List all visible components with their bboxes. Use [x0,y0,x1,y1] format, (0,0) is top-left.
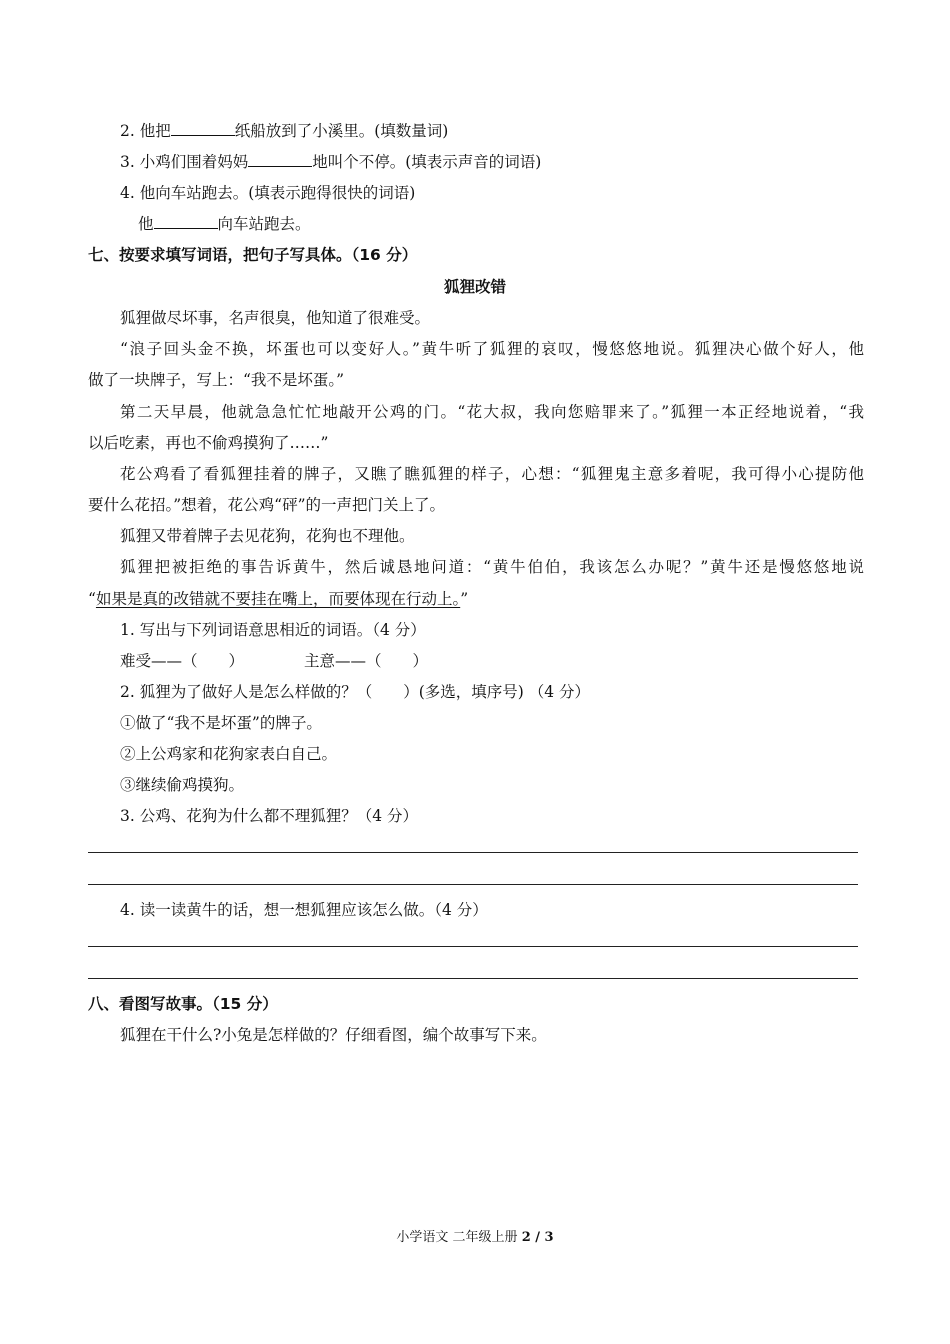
answer-line[interactable] [88,884,858,885]
answer-line[interactable] [88,978,858,979]
answer-blank[interactable] [154,214,218,229]
page-number: 2 / 3 [521,1230,554,1245]
answer-blank[interactable] [248,152,312,167]
choice-option: ①做了“我不是坏蛋”的牌子。 [120,714,322,732]
answer-blank[interactable] [171,121,235,136]
ox-quote-underlined: 如果是真的改错就不要挂在嘴上，而要体现在行动上。 [95,590,461,608]
choice-option: ②上公鸡家和花狗家表白自己。 [120,745,338,763]
passage-paragraph: 要什么花招。”想着，花公鸡“砰”的一声把门关上了。 [88,496,446,514]
s7-question-1: 1. 写出与下列词语意思相近的词语。（4 分） [120,621,426,639]
section-7-heading: 七、按要求填写词语，把句子写具体。（16 分） [88,246,418,264]
s6-question-4-sentence: 他 向车站跑去。 [138,215,311,233]
story-prompt: 狐狸在干什么?小兔是怎样做的？仔细看图，编个故事写下来。 [120,1026,547,1044]
s6-question-4: 4. 他向车站跑去。(填表示跑得很快的词语) [120,184,416,202]
answer-line[interactable] [88,946,858,947]
passage-paragraph: 狐狸把被拒绝的事告诉黄牛，然后诚恳地问道：“黄牛伯伯，我该怎么办呢？”黄牛还是慢悠悠地说 [120,558,864,576]
page-footer: 小学语文 二年级上册 2 / 3 [396,1230,554,1245]
passage-paragraph: 狐狸做尽坏事，名声很臭，他知道了很难受。 [120,309,431,327]
passage-paragraph: 花公鸡看了看狐狸挂着的牌子，又瞧了瞧狐狸的样子，心想：“狐狸鬼主意多着呢，我可得小心提防他 [120,465,864,483]
s7-question-2: 2. 狐狸为了做好人是怎么样做的？（ ）(多选，填序号) （4 分） [120,683,591,701]
synonym-item-2[interactable]: 主意——（ ） [304,652,429,670]
s7-question-4: 4. 读一读黄牛的话，想一想狐狸应该怎么做。（4 分） [120,901,488,919]
ox-quote: “如果是真的改错就不要挂在嘴上，而要体现在行动上。” [88,590,469,608]
passage-paragraph: 做了一块牌子，写上：“我不是坏蛋。” [88,371,345,389]
section-8-heading: 八、看图写故事。（15 分） [88,995,278,1013]
passage-paragraph: 狐狸又带着牌子去见花狗，花狗也不理他。 [120,527,415,545]
passage-title: 狐狸改错 [443,278,506,296]
passage-paragraph: 第二天早晨，他就急急忙忙地敲开公鸡的门。“花大叔，我向您赔罪来了。”狐狸一本正经地说着，“我 [120,403,864,421]
s7-question-3: 3. 公鸡、花狗为什么都不理狐狸？（4 分） [120,807,419,825]
passage-paragraph: “浪子回头金不换，坏蛋也可以变好人。”黄牛听了狐狸的哀叹，慢悠悠地说。狐狸决心做个好人，他 [120,340,864,358]
passage-paragraph: 以后吃素，再也不偷鸡摸狗了……” [88,434,329,452]
choice-option: ③继续偷鸡摸狗。 [120,776,245,794]
s6-question-2: 2. 他把 纸船放到了小溪里。(填数量词) [120,122,449,140]
answer-line[interactable] [88,852,858,853]
synonym-item-1[interactable]: 难受——（ ） [120,652,245,670]
s6-question-3: 3. 小鸡们围着妈妈 地叫个不停。(填表示声音的词语) [120,153,542,171]
